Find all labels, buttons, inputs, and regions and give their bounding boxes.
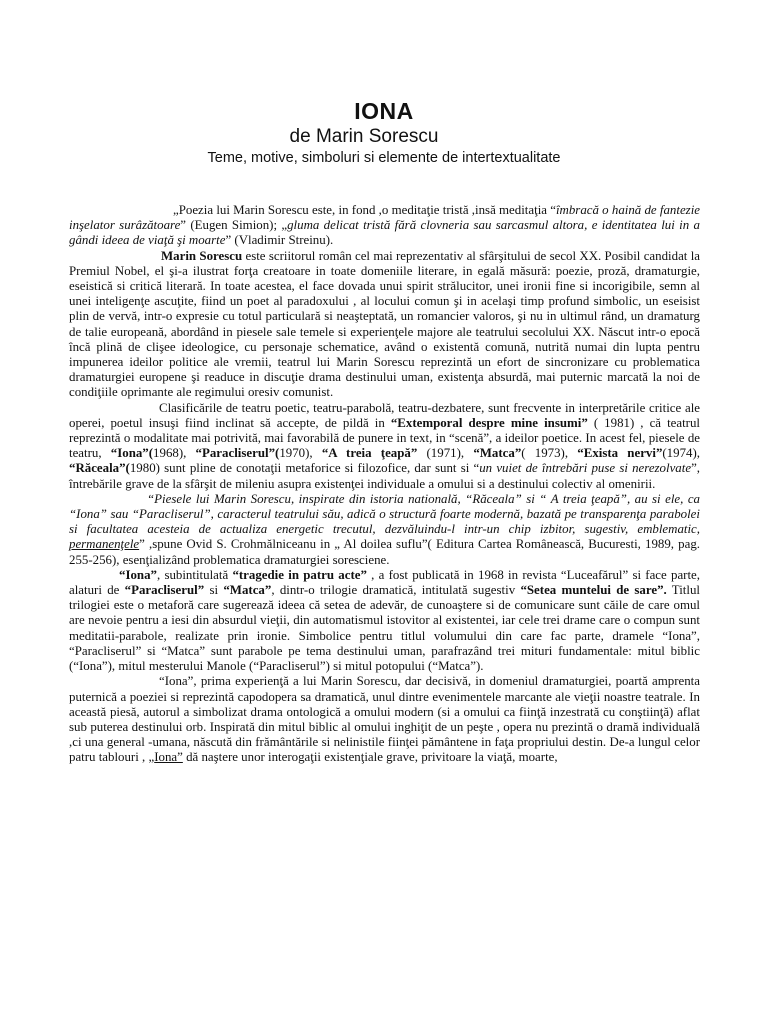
text-run: „Poezia lui Marin Sorescu este, in fond ,o meditaţie tristă ,insă meditaţia “ <box>173 203 556 217</box>
paragraph-iona-analysis <box>69 674 700 765</box>
text-run: 1970), <box>279 446 322 461</box>
text-run: (1971), <box>417 446 474 461</box>
text-run: “Exista nervi” <box>577 446 663 461</box>
text-run: ( 1981) , că teatrul reprezintă o modalitate mai potrivită, mai favorabilă de punere in text, in “scenă”, a ideilor poetice. In acest fel, piesele de teatru, <box>69 415 700 461</box>
text-run: “Piesele lui Marin Sorescu, inspirate din istoria natională, “Răceala” si “ A treia ţeapă”, au si ele, ca “Iona” sau “Paracliserul”, caracterul teatrului său, adică o structură foarte modernă, bazată pe transparenţa parabolei si facultatea acesteia de actualiza energetic trecutul, dezvăluindu-l intr-un chip izbitor, sugestiv, emblematic, <box>69 491 700 537</box>
text-run: 1980) sunt pline de conotaţii metaforice si filozofice, dar sunt si “ <box>129 461 480 476</box>
text-run: “Iona”( <box>110 446 154 461</box>
text-run: , subintitulată <box>156 567 233 582</box>
text-run: Titlul trilogiei este o metaforă care sugerează ideea că setea de adevăr, de cunoaştere si de comunicare sunt căile de care omul are nevoie pentru a iesi din absurdul vieţii, din automatismul istovitor al existentei, iar cele trei drame care o compun sunt meditatii-parabole, realizate prin ironie. Simbolice pentru titlul volumului din care fac parte, dramele “Iona”, “Paracliserul” si “Matca” sunt parabole pe tema destinului uman, parafrazând trei mituri fundamentale: mitul biblic (“Iona”), mitul mesterului Manole (“Paracliserul”) si mitul potopului (“Matca”). <box>69 583 700 674</box>
paragraph-quotes <box>69 203 700 249</box>
text-run: gluma delicat tristă fără clovneria sau sarcasmul altora, e identitatea lui in a gândi ideea de viaţă şi moarte <box>69 218 700 248</box>
paragraph-crohmalniceanu-quote <box>69 492 700 568</box>
text-run: “Paracliserul” <box>124 583 205 598</box>
text-run: ”, întrebările grave de la sfârşit de mileniu asupra existenţei individuale a omului si a destinului colectiv al omenirii. <box>69 461 701 491</box>
text-run: , a fost publicată in 1968 in revista “Luceafărul” si face parte, alaturi de <box>69 567 700 598</box>
text-run: “Setea muntelui de sare”. <box>520 583 667 598</box>
paragraph-classification <box>69 401 700 492</box>
text-run: “Matca” <box>223 583 272 598</box>
text-run: ” (Eugen Simion); „ <box>180 218 288 233</box>
text-run: , dintr-o trilogie dramatică, intitulată sugestiv <box>271 583 521 598</box>
text-run: Clasificările de teatru poetic, teatru-parabolă, teatru-dezbatere, sunt frecvente in interpretările critice ale operei, poetul insuşi fiind inclinat să accepte, de pildă in <box>69 400 700 430</box>
paragraph-trilogy <box>69 568 700 674</box>
document-author: de Marin Sorescu <box>289 126 439 147</box>
text-run: “tragedie in patru acte” <box>232 567 367 582</box>
document-title: IONA <box>354 98 414 124</box>
text-run: “Matca” <box>473 446 522 461</box>
text-run: Marin Sorescu <box>161 248 243 263</box>
text-run: “Iona”, prima experienţă a lui Marin Sorescu, dar decisivă, in domeniul dramaturgiei, poartă amprenta puternică a poeziei si reprezintă capodopera sa dramatică, unul dintre evenimentele marcante ale vieţii noastre teatrale. In această piesă, autorul a simbolizat drama ontologică a omului modern (si a omului ca fiinţă inzestrată cu conştiinţă) aflat sub puterea destinului orb. Inspirată din mitul biblic al omului inghiţit de un peşte , opera nu prezintă o dramă individuală ,ci una general -umana, născută din frământările si nelinistile fiinţei pământene in faţa propriului destin. De-a lungul celor patru tablouri , „ <box>69 674 700 765</box>
document-body <box>69 203 700 766</box>
text-run: un vuiet de întrebări puse si nerezolvate <box>479 461 692 476</box>
text-run: ( 1973), <box>521 446 578 461</box>
text-run: dă naştere unor interogaţii existenţiale grave, privitoare la viaţă, moarte, <box>182 750 558 765</box>
text-run: îmbracă o haină de fantezie inşelator surâzătoare <box>69 203 700 233</box>
text-run: “Iona” <box>119 567 157 582</box>
text-run: ” ,spune Ovid S. Crohmălniceanu in „ Al doilea suflu”( Editura Cartea Românească, Bucuresti, 1989, pag. 255-256), esenţializând problematica dramaturgiei soresciene. <box>69 537 700 567</box>
text-run: “Răceala”( <box>69 461 130 476</box>
text-run: “Extemporal despre mine insumi” <box>390 415 588 430</box>
text-run: permanenţele <box>69 537 140 552</box>
text-run: “Paracliserul”( <box>195 446 280 461</box>
text-run: (1974), <box>662 446 700 461</box>
document-subtitle: Teme, motive, simboluri si elemente de intertextualitate <box>207 150 561 166</box>
text-run: ” (Vladimir Streinu). <box>225 233 334 248</box>
text-run: 1968), <box>153 446 196 461</box>
text-run: “A treia ţeapă” <box>321 446 418 461</box>
text-run: si <box>204 583 224 598</box>
text-run: Iona” <box>154 750 183 765</box>
paragraph-intro <box>69 249 700 401</box>
text-run: este scriitorul român cel mai reprezentativ al sfârşitului de secol XX. Posibil candidat la Premiul Nobel, el şi-a ilustrat forţa creatoare in toate domeniile literare, in egală măsură: poezie, proză, dramaturgie, eseistică si critică literară. In toate acestea, el face dovada unui spirit strălucitor, unei ironii fine si incorigibile, semn al unei inteligenţe ascuţite, fiind un poet al paradoxului , al locului comun şi in acelaşi timp profund simbolic, un eseisist plin de vervă, intr-o expresie cu totul particulară si neaşteptată, un romancier valoros, şi nu in ultimul rând, un dramaturg de talie europeană, abordând in piesele sale temele si experienţele majore ale teatrului secolului XX. Născut intr-o epocă încă plină de clişee ideologice, cu personaje schematice, având o existentă comună, nutrită numai din lupta pentru impunerea ideilor politice ale vremii, teatrul lui Marin Sorescu reprezintă un efort de sincronizare cu problematica dramaturgiei europene şi readuce in discuţie drama destinului uman, existenţa absurdă, mai puternic marcată la noi de condiţiile oprimante ale regimului oresiv comunist. <box>69 248 700 400</box>
